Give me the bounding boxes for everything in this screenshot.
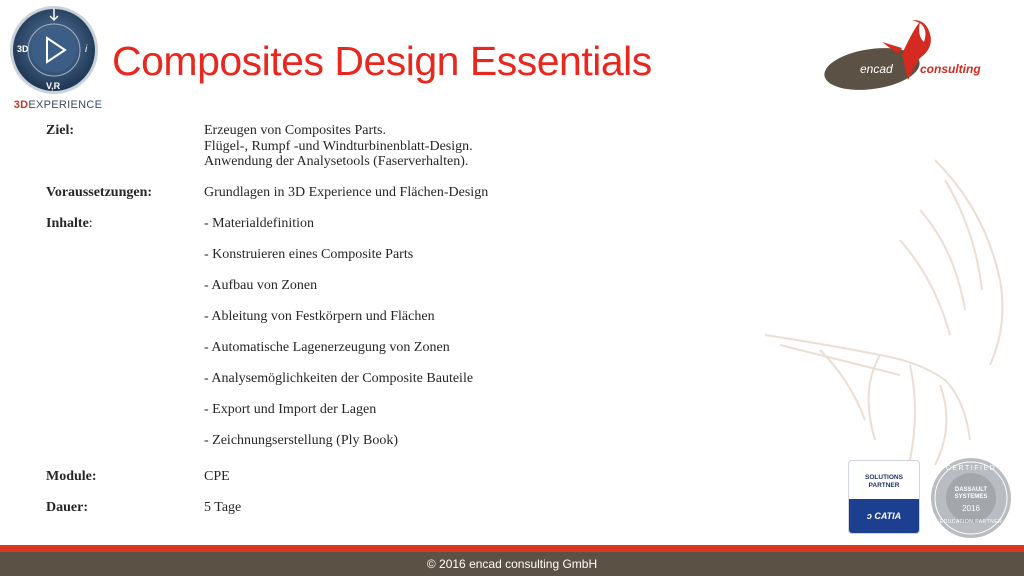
seal-ring-bottom: EDUCATION PARTNER — [939, 519, 1003, 525]
value-dauer: 5 Tage — [204, 500, 242, 515]
seal-year: 2016 — [962, 504, 980, 513]
inhalte-item: - Zeichnungserstellung (Ply Book) — [204, 433, 399, 448]
logo-word-encad: encad — [860, 62, 893, 76]
label-dauer: Dauer: — [46, 500, 88, 515]
compass-quad-bottom: V,R — [46, 81, 61, 91]
certified-education-partner-seal — [930, 457, 1012, 539]
value-ziel — [204, 123, 473, 170]
solutions-partner-badge — [848, 460, 920, 534]
footer-accent-bar — [0, 545, 1024, 552]
label-ziel: Ziel: — [46, 123, 74, 138]
inhalte-item: - Analysemöglichkeiten der Composite Bauteile — [204, 371, 474, 386]
company-logo-icon — [822, 18, 982, 94]
label-inhalte: Inhalte: — [46, 216, 93, 231]
footer-copyright: © 2016 encad consulting GmbH — [0, 552, 1024, 576]
ds-logo-icon: ↄ — [866, 511, 872, 521]
bird-watermark-icon — [760, 150, 1024, 470]
partner-line2: PARTNER — [868, 482, 900, 489]
catia-label: CATIA — [874, 511, 902, 521]
ziel-line: Flügel-, Rumpf -und Windturbinenblatt-Design. — [204, 138, 473, 154]
seal-ring-top: CERTIFIED — [945, 465, 997, 472]
inhalte-item: - Aufbau von Zonen — [204, 278, 318, 293]
inhalte-item: - Ableitung von Festkörpern und Flächen — [204, 309, 435, 324]
value-module: CPE — [204, 469, 230, 484]
catia-brand — [849, 499, 919, 533]
3dexperience-compass-logo — [8, 4, 103, 114]
partner-line1: SOLUTIONS — [865, 474, 903, 481]
value-voraussetzungen: Grundlagen in 3D Experience und Flächen-Design — [204, 185, 489, 200]
encad-consulting-logo — [822, 18, 982, 94]
logo-word-consulting: consulting — [920, 62, 981, 76]
compass-brand-text: 3DEXPERIENCE — [13, 99, 103, 111]
compass-quad-left: 3D — [17, 44, 29, 54]
ziel-line: Erzeugen von Composites Parts. — [204, 123, 386, 138]
inhalte-item: - Konstruieren eines Composite Parts — [204, 247, 414, 262]
inhalte-item: - Materialdefinition — [204, 216, 315, 231]
compass-quad-right: i — [85, 44, 88, 55]
inhalte-item: - Export und Import der Lagen — [204, 402, 377, 417]
label-voraussetzungen: Voraussetzungen: — [46, 185, 153, 200]
seal-brand: DASSAULT SYSTEMES — [954, 487, 988, 500]
ziel-line: Anwendung der Analysetools (Faserverhalten). — [204, 154, 469, 169]
label-module: Module: — [46, 469, 97, 484]
inhalte-item: - Automatische Lagenerzeugung von Zonen — [204, 340, 450, 355]
page-title: Composites Design Essentials — [112, 38, 652, 84]
